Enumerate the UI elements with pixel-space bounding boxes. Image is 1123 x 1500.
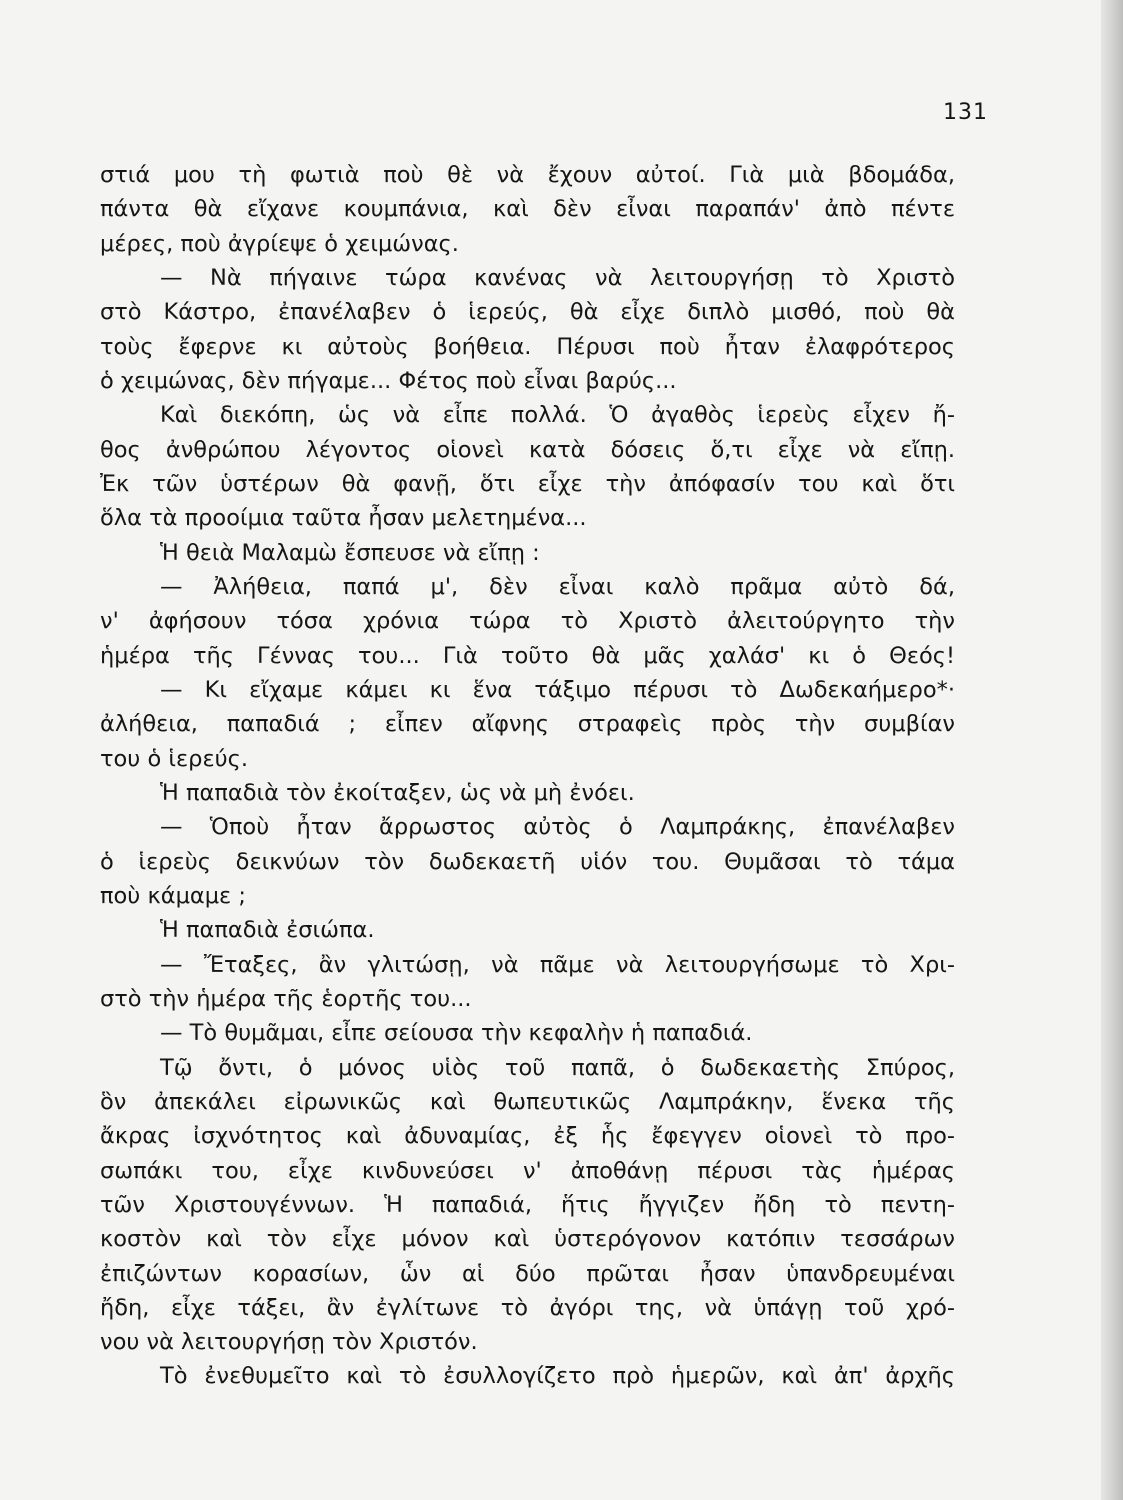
- text-line: Ἡ παπαδιὰ ἐσιώπα.: [160, 917, 375, 944]
- text-line: θος ἀνθρώπου λέγοντος οἱονεὶ κατὰ δόσεις ὅ,τι εἶχε νὰ εἴπῃ.: [100, 436, 955, 463]
- text-line: τῶν Χριστουγέννων. Ἡ παπαδιά, ἥτις ἤγγιζεν ἤδη τὸ πεντη-: [100, 1191, 955, 1218]
- text-line: ν' ἀφήσουν τόσα χρόνια τώρα τὸ Χριστὸ ἀλειτούργητο τὴν: [100, 608, 955, 635]
- text-line: — Κι εἴχαμε κάμει κι ἕνα τάξιμο πέρυσι τὸ Δωδεκαήμερο*·: [160, 676, 955, 703]
- text-line: ἄκρας ἰσχνότητος καὶ ἀδυναμίας, ἐξ ἧς ἔφεγγεν οἱονεὶ τὸ προ-: [100, 1123, 955, 1150]
- text-line: νου νὰ λειτουργήσῃ τὸν Χριστόν.: [100, 1329, 478, 1356]
- text-line: Τὸ ἐνεθυμεῖτο καὶ τὸ ἐσυλλογίζετο πρὸ ἡμερῶν, καὶ ἀπ' ἀρχῆς: [160, 1363, 955, 1390]
- text-line: ὃν ἀπεκάλει εἰρωνικῶς καὶ θωπευτικῶς Λαμπράκην, ἕνεκα τῆς: [100, 1088, 955, 1115]
- text-line: ὁ ἱερεὺς δεικνύων τὸν δωδεκαετῆ υἱόν του. Θυμᾶσαι τὸ τάμα: [100, 848, 955, 875]
- text-line: ἐπιζώντων κορασίων, ὧν αἱ δύο πρῶται ἦσαν ὑπανδρευμέναι: [100, 1260, 955, 1287]
- text-line: στὸ τὴν ἡμέρα τῆς ἑορτῆς του...: [100, 985, 472, 1012]
- text-line: Ἐκ τῶν ὑστέρων θὰ φανῇ, ὅτι εἶχε τὴν ἀπόφασίν του καὶ ὅτι: [100, 470, 955, 497]
- text-line: του ὁ ἱερεύς.: [100, 745, 248, 772]
- body-text: [100, 158, 955, 1394]
- text-line: — Τὸ θυμᾶμαι, εἶπε σείουσα τὴν κεφαλὴν ἡ παπαδιά.: [160, 1020, 753, 1047]
- text-line: πάντα θὰ εἴχανε κουμπάνια, καὶ δὲν εἶναι παραπάν' ἀπὸ πέντε: [100, 196, 955, 223]
- text-line: Ἡ θειὰ Μαλαμὼ ἔσπευσε νὰ εἴπῃ :: [160, 539, 540, 566]
- text-line: — Νὰ πήγαινε τώρα κανένας νὰ λειτουργήσῃ τὸ Χριστὸ: [160, 264, 955, 291]
- text-line: ποὺ κάμαμε ;: [100, 882, 246, 909]
- text-line: μέρες, ποὺ ἀγρίεψε ὁ χειμώνας.: [100, 230, 459, 257]
- text-line: κοστὸν καὶ τὸν εἶχε μόνον καὶ ὑστερόγονον κατόπιν τεσσάρων: [100, 1226, 955, 1253]
- text-line: στιά μου τὴ φωτιὰ ποὺ θὲ νὰ ἔχουν αὐτοί. Γιὰ μιὰ βδομάδα,: [100, 162, 955, 188]
- text-line: — Ἀλήθεια, παπά μ', δὲν εἶναι καλὸ πρᾶμα αὐτὸ δά,: [160, 573, 955, 600]
- text-line: — Ὁποὺ ἦταν ἄρρωστος αὐτὸς ὁ Λαμπράκης, ἐπανέλαβεν: [160, 814, 955, 841]
- text-line: ἡμέρα τῆς Γέννας του... Γιὰ τοῦτο θὰ μᾶς χαλάσ' κι ὁ Θεός!: [100, 642, 955, 669]
- text-line: τοὺς ἔφερνε κι αὐτοὺς βοήθεια. Πέρυσι ποὺ ἦταν ἐλαφρότερος: [100, 333, 955, 360]
- page-edge-shadow: [1101, 0, 1123, 1500]
- text-line: ἤδη, εἶχε τάξει, ἂν ἐγλίτωνε τὸ ἀγόρι της, νὰ ὑπάγῃ τοῦ χρό-: [100, 1294, 955, 1321]
- text-line: σωπάκι του, εἶχε κινδυνεύσει ν' ἀποθάνῃ πέρυσι τὰς ἡμέρας: [100, 1157, 955, 1184]
- text-line: ὅλα τὰ προοίμια ταῦτα ἦσαν μελετημένα...: [100, 505, 587, 532]
- text-line: — Ἔταξες, ἂν γλιτώσῃ, νὰ πᾶμε νὰ λειτουργήσωμε τὸ Χρι-: [160, 951, 955, 978]
- text-line: ὁ χειμώνας, δὲν πήγαμε... Φέτος ποὺ εἶναι βαρύς...: [100, 367, 677, 394]
- text-line: ἀλήθεια, παπαδιά ; εἶπεν αἴφνης στραφεὶς πρὸς τὴν συμβίαν: [100, 711, 955, 738]
- text-line: Ἡ παπαδιὰ τὸν ἐκοίταξεν, ὡς νὰ μὴ ἐνόει.: [160, 779, 635, 806]
- page-number: 131: [943, 100, 988, 125]
- text-line: Τῷ ὄντι, ὁ μόνος υἱὸς τοῦ παπᾶ, ὁ δωδεκαετὴς Σπύρος,: [160, 1054, 955, 1081]
- text-line: Καὶ διεκόπη, ὡς νὰ εἶπε πολλά. Ὁ ἀγαθὸς ἱερεὺς εἶχεν ἤ-: [160, 402, 955, 429]
- text-line: στὸ Κάστρο, ἐπανέλαβεν ὁ ἱερεύς, θὰ εἶχε διπλὸ μισθό, ποὺ θὰ: [100, 299, 955, 326]
